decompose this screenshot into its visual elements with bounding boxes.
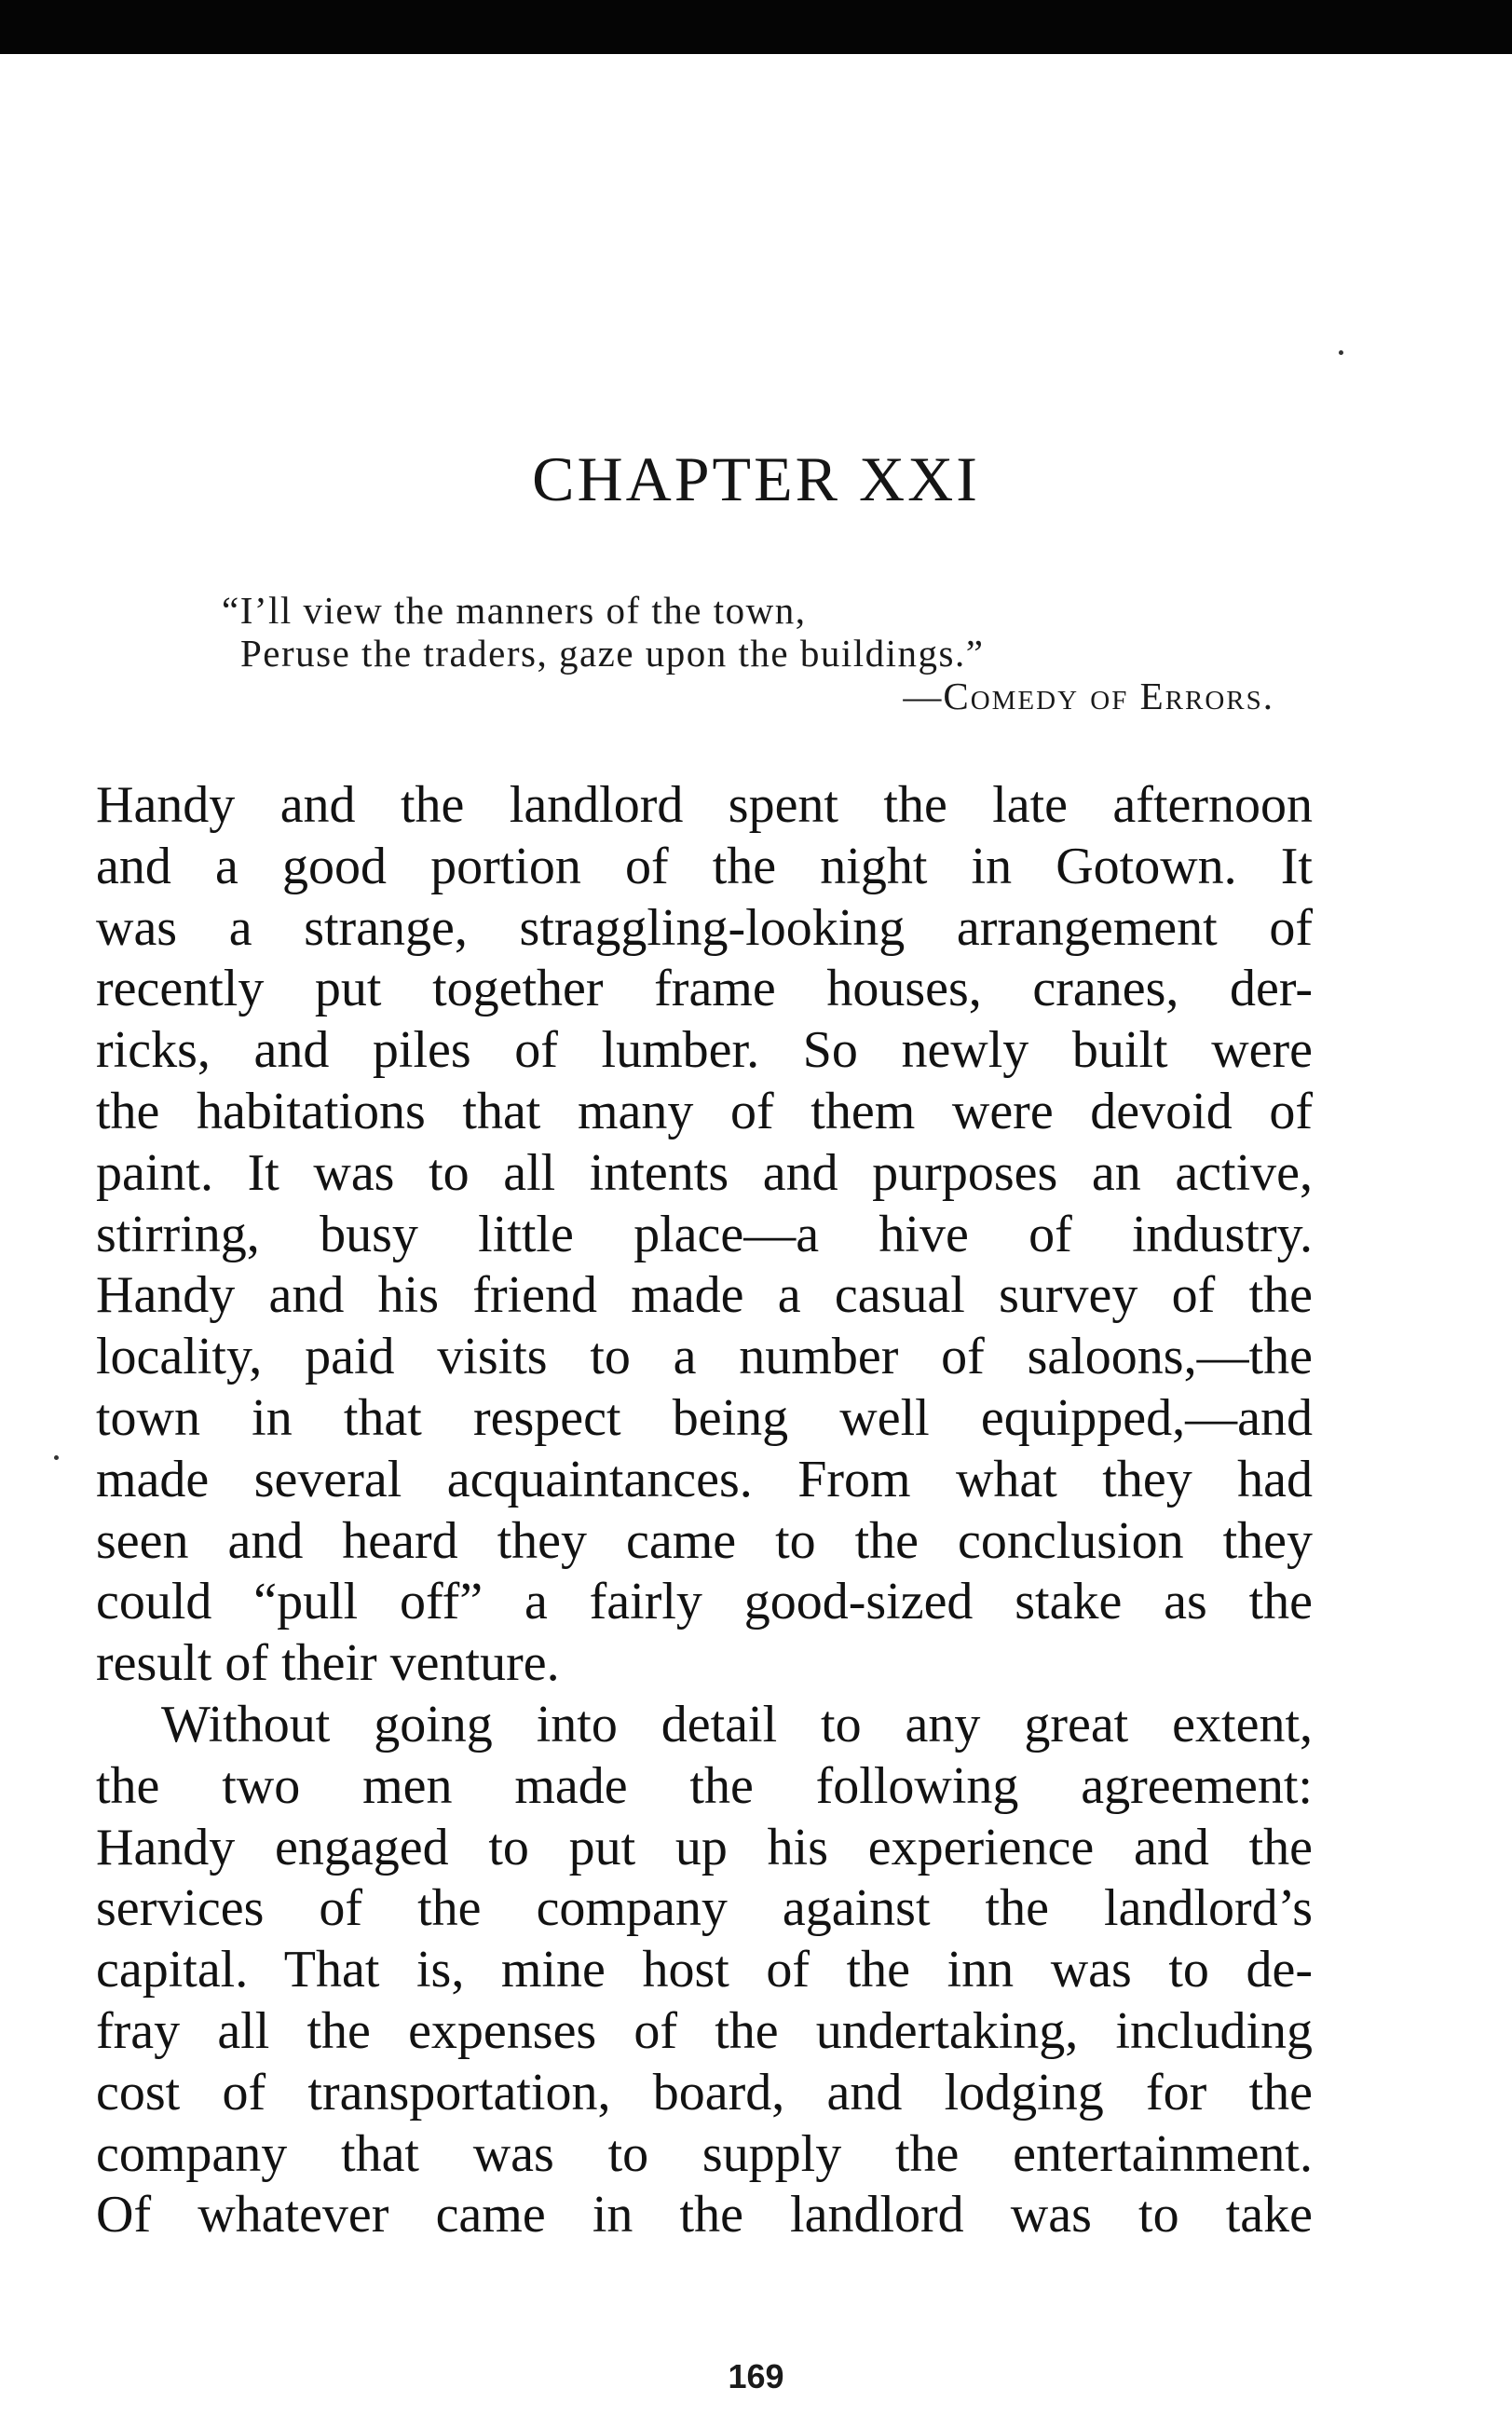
text-line: Without going into detail to any great extent, (161, 1695, 1313, 1753)
text-line: paint. It was to all intents and purposes an active, (96, 1143, 1313, 1202)
text-line: fray all the expenses of the undertaking, including (96, 2001, 1313, 2060)
text-line: and a good portion of the night in Gotown. It (96, 837, 1313, 895)
text-line: cost of transportation, board, and lodging for the (96, 2063, 1313, 2122)
text-line: town in that respect being well equipped,—and (96, 1388, 1313, 1447)
page-number: 169 (728, 2357, 784, 2395)
text-line: ricks, and piles of lumber. So newly built were (96, 1021, 1313, 1080)
scan-border-bar (0, 0, 1512, 54)
epigraph-line: “I’ll view the manners of the town, (222, 589, 807, 632)
text-line: the habitations that many of them were devoid of (96, 1082, 1313, 1140)
text-line: was a strange, straggling-looking arrangement of (96, 898, 1313, 957)
scan-speck (54, 1455, 59, 1460)
text-line: could “pull off” a fairly good-sized stake as the (96, 1573, 1313, 1631)
text-line: locality, paid visits to a number of saloons,—the (96, 1328, 1313, 1386)
text-line: the two men made the following agreement: (96, 1756, 1313, 1815)
text-line: result of their venture. (96, 1634, 560, 1693)
paragraph-2 (96, 1695, 1313, 2246)
paragraph-1 (96, 775, 1313, 1695)
text-line: company that was to supply the entertainment. (96, 2124, 1313, 2183)
scan-speck (1339, 350, 1343, 355)
body-text (96, 775, 1313, 2246)
text-line: seen and heard they came to the conclusion they (96, 1511, 1313, 1570)
text-line: Handy and the landlord spent the late afternoon (96, 776, 1313, 834)
text-line: Handy engaged to put up his experience and the (96, 1818, 1313, 1876)
text-line: capital. That is, mine host of the inn was to de- (96, 1941, 1313, 1999)
text-line: services of the company against the landlord’s (96, 1879, 1313, 1938)
text-line: Handy and his friend made a casual survey of the (96, 1266, 1313, 1325)
text-line: Of whatever came in the landlord was to take (96, 2186, 1313, 2244)
text-line: recently put together frame houses, cranes, der- (96, 960, 1313, 1018)
epigraph (222, 589, 1274, 717)
epigraph-source: —Comedy of Errors. (903, 675, 1274, 717)
text-line: made several acquaintances. From what they had (96, 1450, 1313, 1508)
chapter-title: CHAPTER XXI (532, 443, 980, 514)
epigraph-line: Peruse the traders, gaze upon the buildings.” (240, 632, 985, 675)
text-line: stirring, busy little place—a hive of industry. (96, 1205, 1313, 1263)
